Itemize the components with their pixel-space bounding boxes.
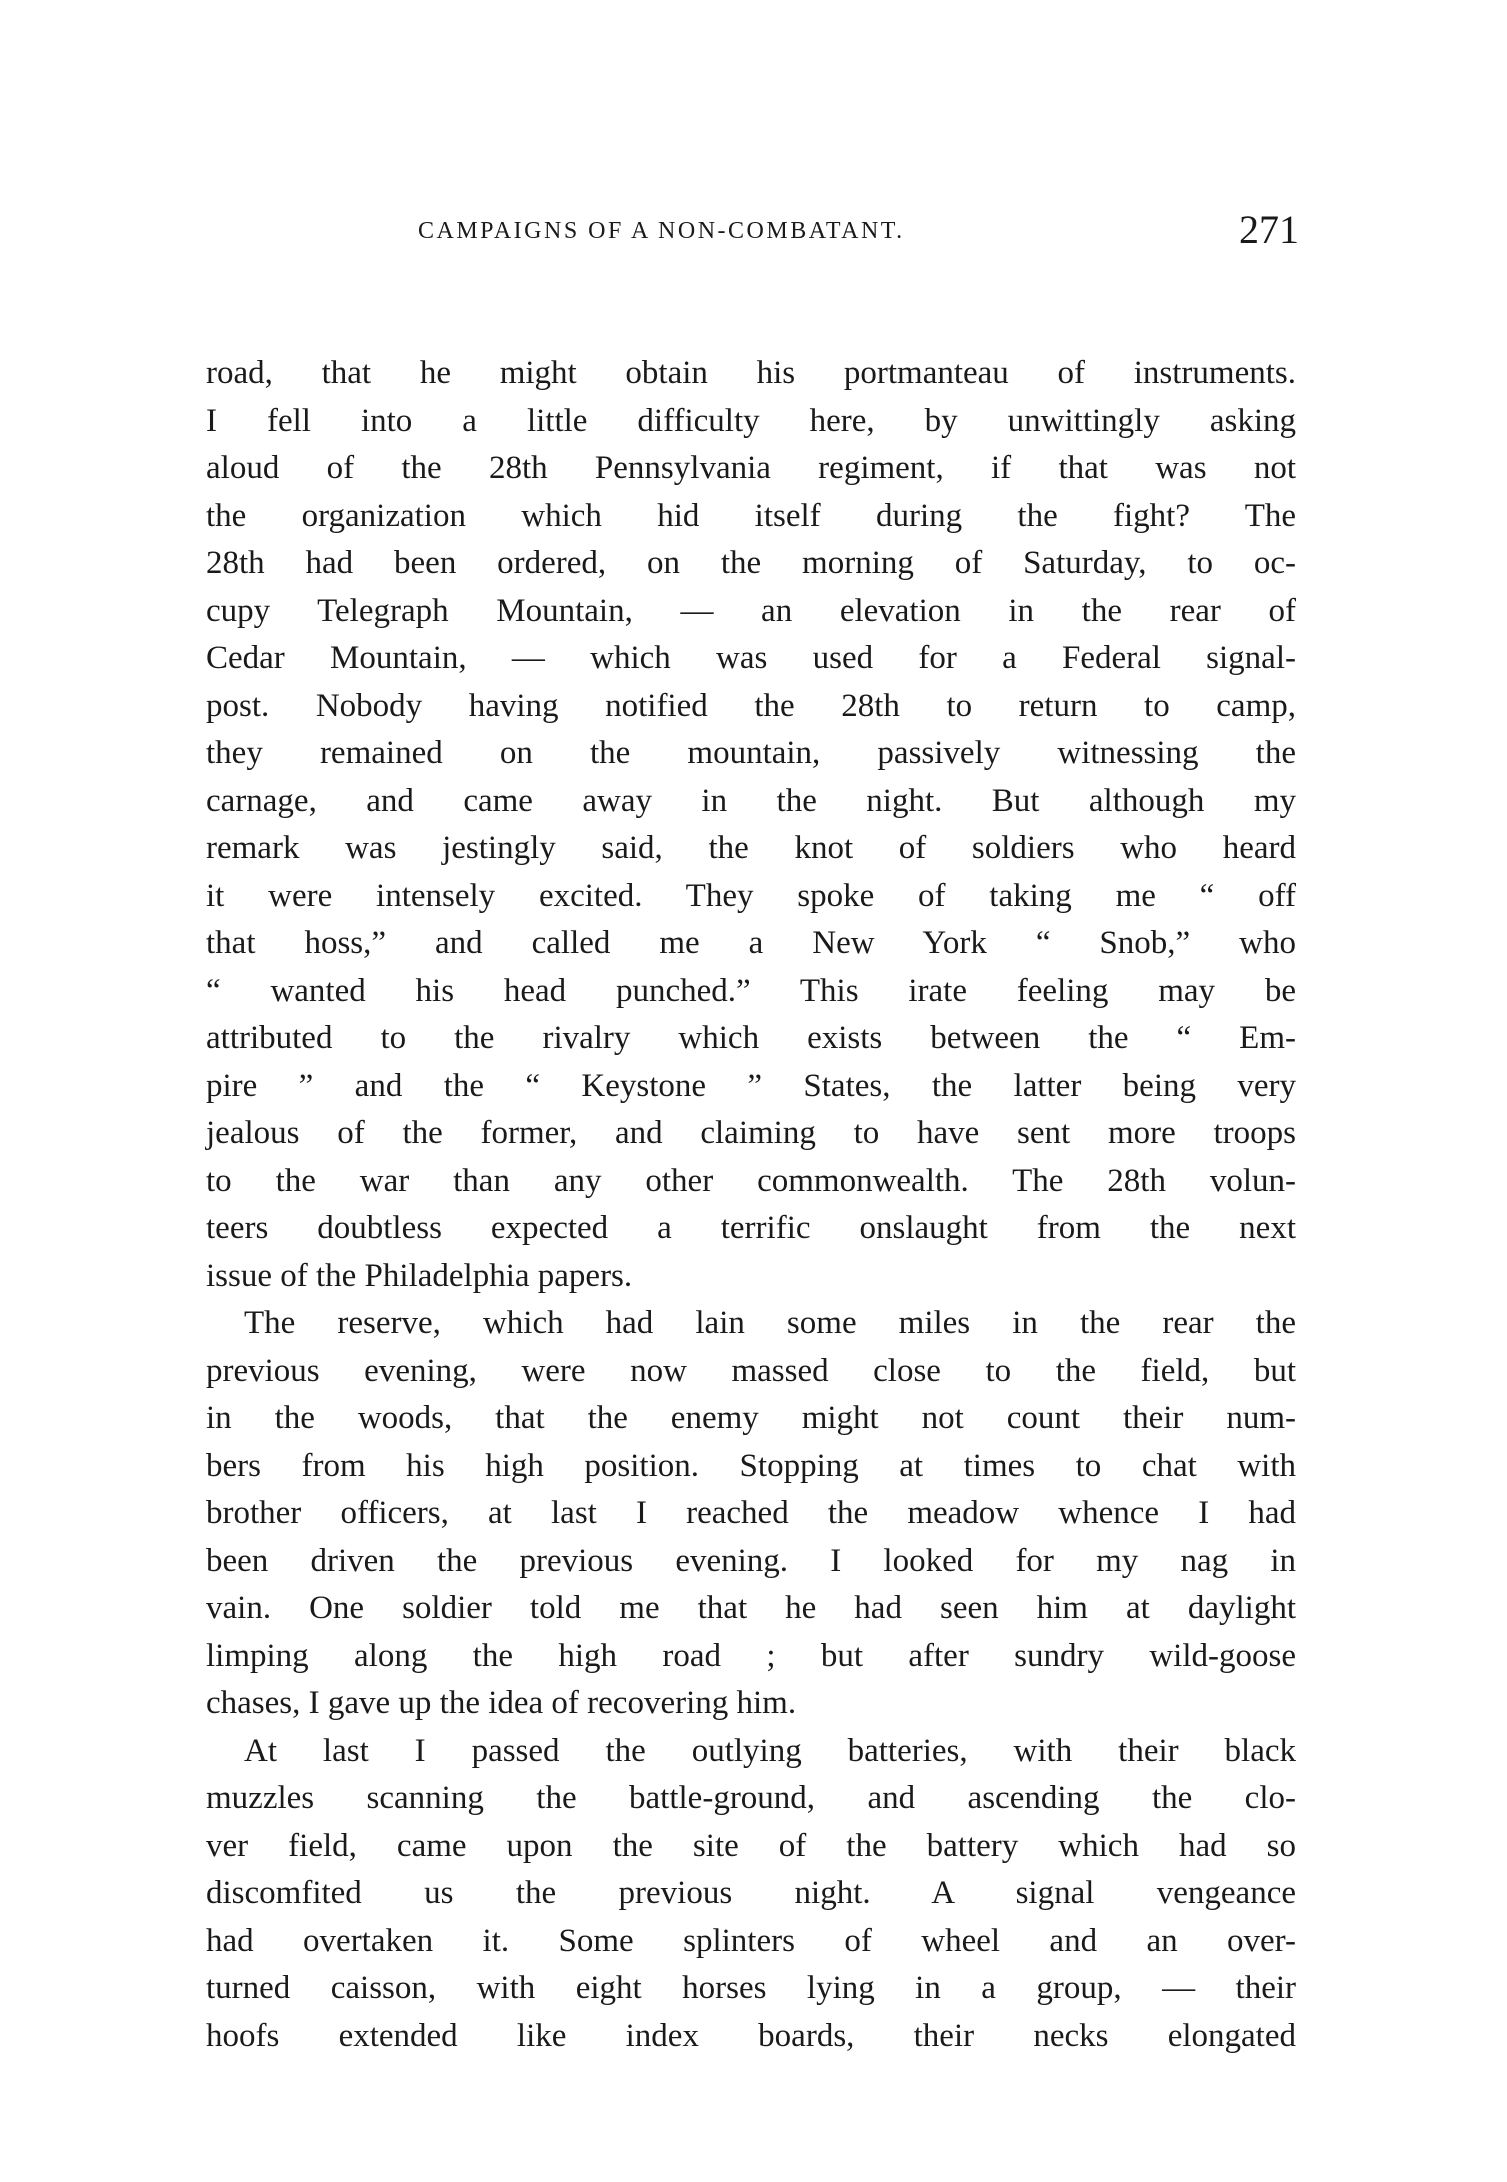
text-line: been driven the previous evening. I looked for my nag in [206, 1542, 1296, 1579]
text-line: The reserve, which had lain some miles in the rear the [244, 1305, 1296, 1341]
text-line: pire ” and the “ Keystone ” States, the latter being very [206, 1067, 1296, 1104]
text-line: had overtaken it. Some splinters of wheel and an over- [206, 1922, 1296, 1959]
page-number: 271 [1239, 207, 1299, 252]
text-line: teers doubtless expected a terrific onslaught from the next [206, 1210, 1296, 1246]
text-line: remark was jestingly said, the knot of soldiers who heard [206, 830, 1296, 866]
text-line: limping along the high road ; but after sundry wild-goose [206, 1637, 1296, 1674]
text-line: cupy Telegraph Mountain, — an elevation in the rear of [206, 592, 1296, 629]
text-line: in the woods, that the enemy might not count their num- [206, 1400, 1296, 1436]
text-line: jealous of the former, and claiming to have sent more troops [206, 1115, 1296, 1151]
text-line: the organization which hid itself during the fight? The [206, 497, 1296, 534]
text-line: brother officers, at last I reached the meadow whence I had [206, 1495, 1296, 1531]
text-line: previous evening, were now massed close to the field, but [206, 1352, 1296, 1389]
text-line: post. Nobody having notified the 28th to return to camp, [206, 687, 1296, 724]
running-title: CAMPAIGNS OF A NON-COMBATANT. [418, 218, 905, 244]
text-line: it were intensely excited. They spoke of taking me “ off [206, 877, 1296, 914]
text-line: vain. One soldier told me that he had seen him at daylight [206, 1590, 1296, 1626]
text-line: turned caisson, with eight horses lying in a group, — their [206, 1970, 1296, 2006]
text-line: Cedar Mountain, — which was used for a Federal signal- [206, 640, 1296, 676]
text-line: they remained on the mountain, passively witnessing the [206, 735, 1296, 771]
text-line: “ wanted his head punched.” This irate feeling may be [206, 972, 1296, 1009]
text-line: carnage, and came away in the night. But although my [206, 782, 1296, 819]
text-line: aloud of the 28th Pennsylvania regiment, if that was not [206, 450, 1296, 486]
text-line: chases, I gave up the idea of recovering him. [206, 1685, 797, 1721]
text-line: 28th had been ordered, on the morning of Saturday, to oc- [206, 545, 1296, 581]
text-line: that hoss,” and called me a New York “ Snob,” who [206, 925, 1296, 961]
text-line: bers from his high position. Stopping at times to chat with [206, 1447, 1296, 1484]
page-body-text [206, 350, 1296, 2060]
text-line: discomfited us the previous night. A signal vengeance [206, 1875, 1296, 1911]
text-line: At last I passed the outlying batteries, with their black [244, 1732, 1296, 1769]
text-line: road, that he might obtain his portmanteau of instruments. [206, 355, 1296, 391]
text-line: to the war than any other commonwealth. The 28th volun- [206, 1162, 1296, 1199]
text-line: issue of the Philadelphia papers. [206, 1257, 633, 1294]
text-line: I fell into a little difficulty here, by unwittingly asking [206, 402, 1296, 439]
text-line: muzzles scanning the battle-ground, and ascending the clo- [206, 1780, 1296, 1816]
text-line: ver field, came upon the site of the battery which had so [206, 1827, 1296, 1864]
text-line: hoofs extended like index boards, their necks elongated [206, 2017, 1296, 2054]
text-line: attributed to the rivalry which exists between the “ Em- [206, 1020, 1296, 1056]
